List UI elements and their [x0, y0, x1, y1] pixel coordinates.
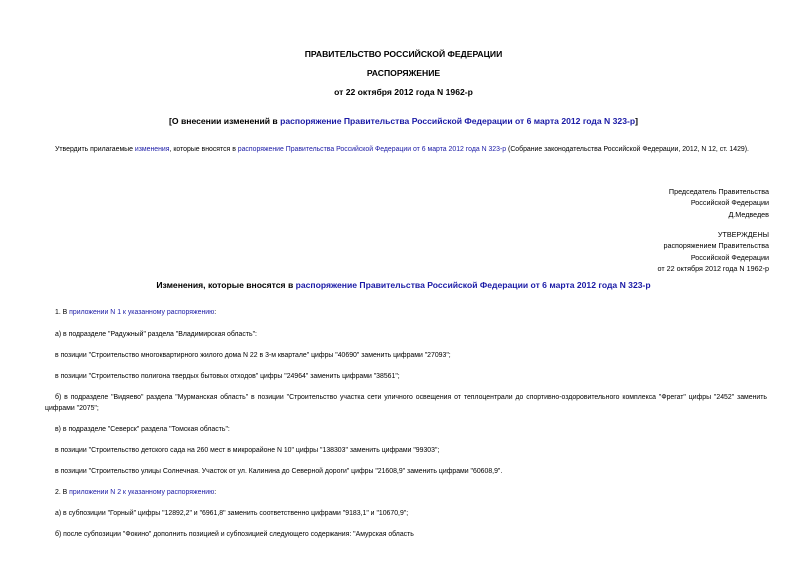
- changes-title-link[interactable]: распоряжение Правительства Российской Федерации от 6 марта 2012 года N 323-р: [295, 280, 651, 290]
- paragraph-1v: в) в подразделе "Северск" раздела "Томская область":: [55, 426, 230, 433]
- changes-title: [0, 280, 807, 290]
- intro-text-3: (Собрание законодательства Российской Федерации, 2012, N 12, ст. 1429).: [506, 146, 749, 153]
- intro-order-link[interactable]: распоряжение Правительства Российской Федерации от 6 марта 2012 года N 323-р: [237, 146, 507, 153]
- paragraph-1b: б) в подразделе "Видяево" раздела "Мурманская область" в позиции "Строительство участка сети уличного освещения от теплоцентрали до спортивно-оздоровительного комплекса "Фрегат" цифры "2452" заменить цифрами "2075";: [45, 394, 767, 412]
- approval-line-2: распоряжением Правительства: [663, 241, 769, 251]
- title-prefix: [О внесении изменений в: [169, 116, 281, 126]
- paragraph-2b: б) после субпозиции "Фокино" дополнить позицией и субпозицией следующего содержания: "Амурская область: [55, 531, 414, 538]
- title-link[interactable]: распоряжение Правительства Российской Федерации от 6 марта 2012 года N 323-р: [280, 116, 636, 126]
- item-1-suffix: :: [214, 309, 217, 316]
- paragraph-1a: а) в подразделе "Радужный" раздела "Владимирская область":: [55, 331, 257, 338]
- document-type: РАСПОРЯЖЕНИЕ: [366, 68, 441, 78]
- document-date-number: от 22 октября 2012 года N 1962-р: [334, 87, 473, 97]
- item-1-link[interactable]: приложении N 1 к указанному распоряжению: [69, 309, 215, 316]
- government-name: ПРАВИТЕЛЬСТВО РОССИЙСКОЙ ФЕДЕРАЦИИ: [304, 49, 503, 59]
- intro-text-2: , которые вносятся в: [169, 146, 238, 153]
- paragraph-2a: а) в субпозиции "Горный" цифры "12892,2" и "6961,8" заменить соответственно цифрами "9183,1" и "10670,9";: [55, 510, 409, 517]
- item-1: [45, 308, 767, 319]
- intro-paragraph: [45, 145, 767, 156]
- paragraph-1v-1: в позиции "Строительство детского сада на 260 мест в микрорайоне N 10" цифры "138303" заменить цифрами "99303";: [55, 447, 440, 454]
- approval-line-3: Российской Федерации: [690, 252, 769, 262]
- paragraph-1a-2: в позиции "Строительство полигона твердых бытовых отходов" цифры "24964" заменить цифрами "38561";: [55, 373, 400, 380]
- item-2-link[interactable]: приложении N 2 к указанному распоряжению: [69, 489, 215, 496]
- intro-changes-link[interactable]: изменения: [134, 146, 170, 153]
- intro-text-1: Утвердить прилагаемые: [55, 146, 135, 153]
- signature-line-3: Д.Медведев: [728, 209, 769, 219]
- approval-line-4: от 22 октября 2012 года N 1962-р: [657, 264, 769, 274]
- item-2-prefix: 2. В: [55, 489, 70, 496]
- signature-line-1: Председатель Правительства: [668, 187, 769, 196]
- changes-title-prefix: Изменения, которые вносятся в: [156, 280, 296, 290]
- item-2: [45, 488, 767, 499]
- signature-block: [669, 186, 769, 220]
- approval-line-1: УТВЕРЖДЕНЫ: [717, 230, 769, 239]
- paragraph-1v-2: в позиции "Строительство улицы Солнечная. Участок от ул. Калинина до Северной дороги" цифры "21608,9" заменить цифрами "60608,9".: [55, 468, 503, 475]
- title-suffix: ]: [635, 116, 638, 126]
- signature-line-2: Российской Федерации: [690, 198, 769, 208]
- item-1-prefix: 1. В: [55, 309, 70, 316]
- item-2-suffix: :: [214, 489, 217, 496]
- approval-block: [658, 229, 770, 275]
- document-title: [0, 116, 807, 126]
- paragraph-1a-1: в позиции "Строительство многоквартирного жилого дома N 22 в 3-м квартале" цифры "40690" заменить цифрами "27093";: [55, 352, 451, 359]
